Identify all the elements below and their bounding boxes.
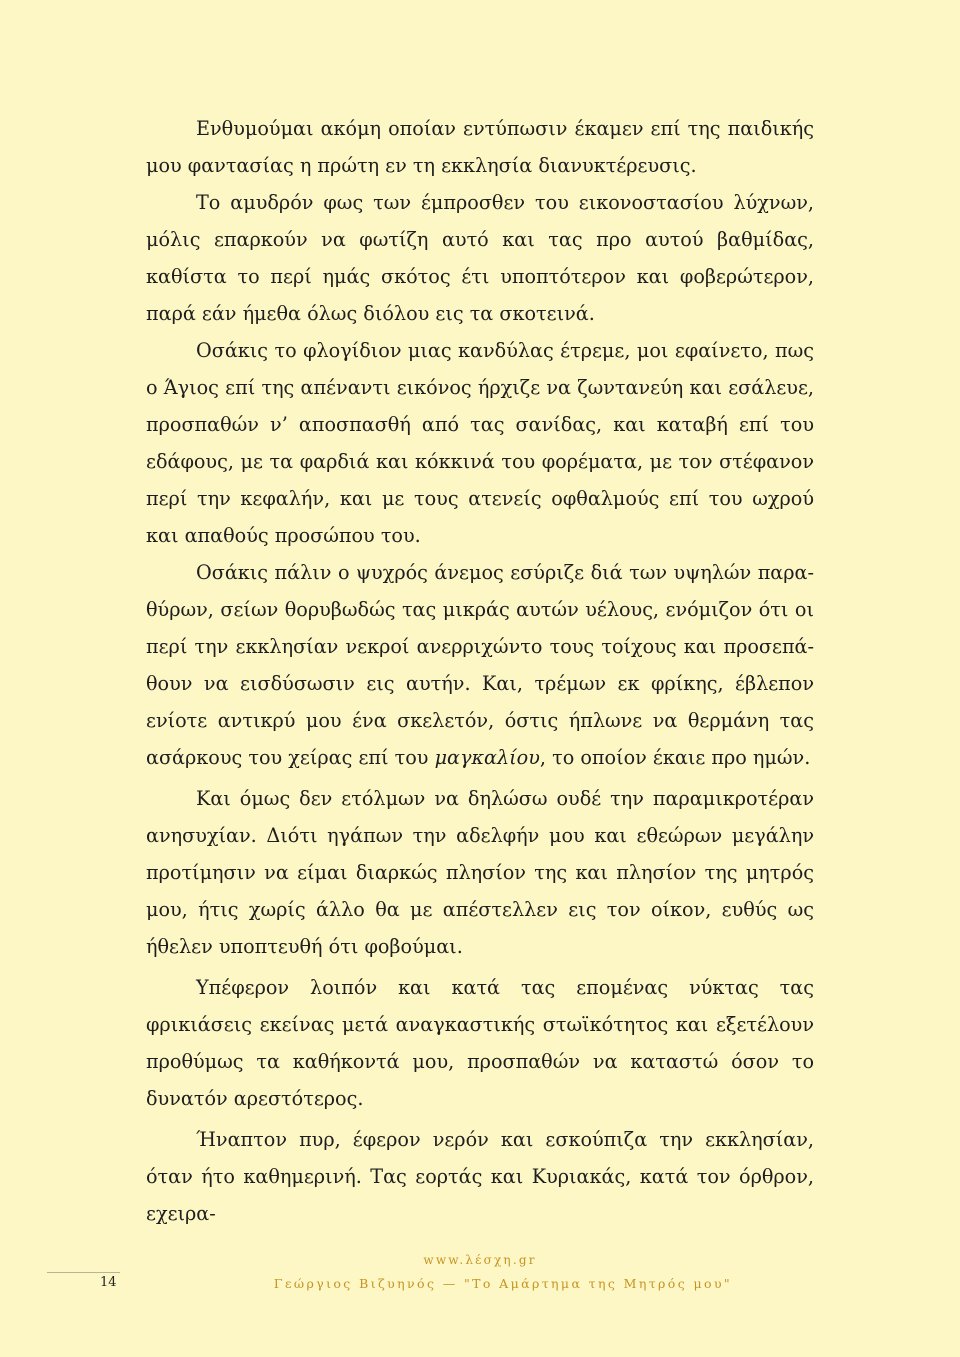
paragraph-5: Και όμως δεν ετόλμων να δηλώσω ουδέ την παραμικροτέραν ανησυχίαν. Διότι ηγάπων την αδελφήν μου και εθεώρων μεγάλην προτίμησιν να είμαι διαρκώς πλησίον της και πλησίον της μητρός μου, ήτις χωρίς άλλο θα με απέστελλεν εις τον οίκον, ευθύς ως ήθελεν υποπτευθή ότι φοβούμαι. [146,787,814,958]
paragraph-7: Ήναπτον πυρ, έφερον νερόν και εσκούπιζα την εκκλησίαν, όταν ήτο καθημερινή. Τας εορτάς και Κυριακάς, κατά τον όρθρον, εχειρα- [146,1128,814,1225]
page-number: 14 [100,1275,117,1290]
paragraph-1: Ενθυμούμαι ακόμη οποίαν εντύπωσιν έκαμεν επί της παιδικής μου φαντασίας η πρώτη εν τη εκκλησία διανυκτέρευσις. [146,117,814,177]
footer-rule [47,1272,120,1273]
footer-website: www.λέσχη.gr [423,1253,537,1267]
paragraph-3: Οσάκις το φλογίδιον μιας κανδύλας έτρεμε, μοι εφαίνετο, πως ο Άγιος επί της απέναντι εικόνος ήρχιζε να ζωντανεύη και εσάλευε, προσπαθών ν’ αποσπασθή από τας σανίδας, και καταβή επί του εδάφους, με τα φαρδιά και κόκκινά του φορέματα, με τον στέφανον περί την κεφαλήν, και με τους ατενείς οφθαλμούς επί του ωχρού και απαθούς προσώπου του. [146,339,814,547]
paragraph-2: Το αμυδρόν φως των έμπροσθεν του εικονοστασίου λύχνων, μόλις επαρκούν να φωτίζη αυτό και τας προ αυτού βαθμίδας, καθίστα το περί ημάς σκότος έτι υποπτότερον και φοβερώτερον, παρά εάν ήμεθα όλως διόλου εις τα σκοτεινά. [146,191,814,325]
footer-title: Γεώργιος Βιζυηνός — "Το Αμάρτημα της Μητρός μου" [273,1276,733,1291]
paragraph-4 [146,554,814,776]
body-text [146,110,814,1232]
paragraph-6: Υπέφερον λοιπόν και κατά τας επομένας νύκτας τας φρικιάσεις εκείνας μετά αναγκαστικής στωϊκότητος και εξετέλουν προθύμως τα καθήκοντά μου, προσπαθών να καταστώ όσον το δυνατόν αρεστότερος. [146,976,814,1110]
paragraph-4-text: Οσάκις πάλιν ο ψυχρός άνεμος εσύριζε διά των υψηλών παραθύρων, σείων θορυβωδώς τας μικράς αυτών υέλους, ενόμιζον ότι οι περί την εκκλησίαν νεκροί ανερριχώντο τους τοίχους και προσεπάθουν να εισδύσωσιν εις αυτήν. Και, τρέμων εκ φρίκης, έβλεπον ενίοτε αντικρύ μου ένα σκελετόν, όστις ήπλωνε να θερμάνη τας ασάρκους του χείρας επί του [146,561,814,769]
italic-word: μαγκαλίου [434,746,540,769]
paragraph-4-tail: , το οποίον έκαιε προ ημών. [539,746,811,769]
